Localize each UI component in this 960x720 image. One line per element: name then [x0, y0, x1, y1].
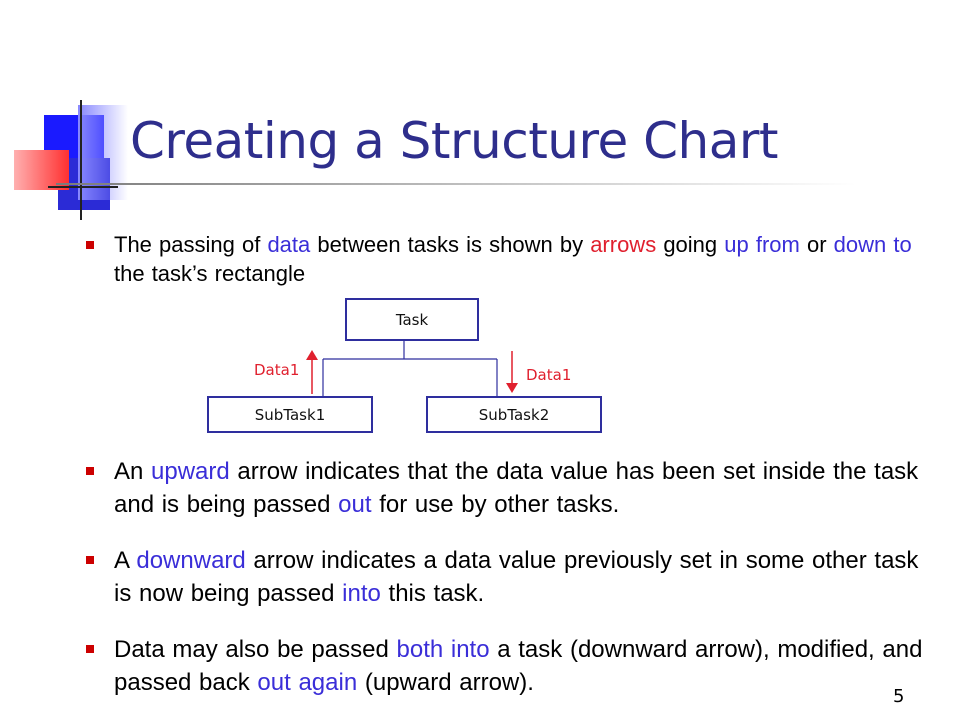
subtask2-box: SubTask2: [426, 396, 602, 433]
bullet-text: The passing of data between tasks is shown by arrows going up from or down to the task’s rectangle: [114, 232, 912, 286]
bullet-marker: [86, 556, 94, 564]
bullet-marker: [86, 645, 94, 653]
page-number: 5: [893, 686, 905, 707]
subtask1-box: SubTask1: [207, 396, 373, 433]
bullet-text: A downward arrow indicates a data value previously set in some other task is now being passed into this task.: [114, 547, 919, 607]
down-arrow-icon: [506, 351, 518, 393]
down-data-label: Data1: [526, 366, 572, 384]
bullet-marker: [86, 467, 94, 475]
up-data-label: Data1: [254, 361, 300, 379]
up-arrow-icon: [306, 350, 318, 394]
bullet-item-2: [86, 455, 936, 521]
bullet-text: Data may also be passed both into a task (downward arrow), modified, and passed back out again (upward arrow).: [114, 636, 923, 696]
bullet-item-4: [86, 633, 936, 699]
bullet-text: An upward arrow indicates that the data value has been set inside the task and is being passed out for use by other tasks.: [114, 458, 919, 518]
bullet-item-3: [86, 544, 936, 610]
slide-title: Creating a Structure Chart: [130, 112, 779, 170]
task-box: Task: [345, 298, 479, 341]
